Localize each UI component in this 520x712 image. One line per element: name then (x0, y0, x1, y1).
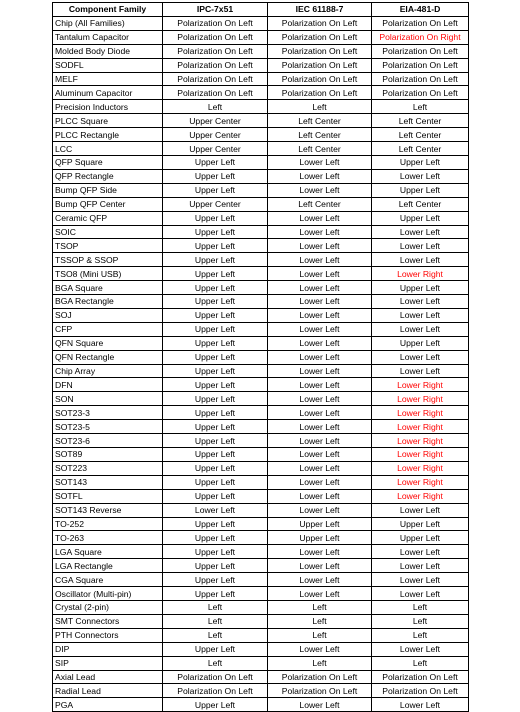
header-eia: EIA-481-D (372, 3, 469, 17)
family-cell: Bump QFP Side (53, 183, 163, 197)
iec-cell: Lower Left (268, 336, 372, 350)
eia-cell: Lower Right (372, 448, 469, 462)
table-row (53, 461, 469, 475)
eia-cell: Lower Left (372, 295, 469, 309)
table-row (53, 573, 469, 587)
table-row (53, 58, 469, 72)
eia-cell: Left (372, 600, 469, 614)
iec-cell: Left (268, 100, 372, 114)
family-cell: QFP Rectangle (53, 169, 163, 183)
table-row (53, 128, 469, 142)
table-row (53, 531, 469, 545)
table-row (53, 364, 469, 378)
family-cell: Radial Lead (53, 684, 163, 698)
iec-cell: Lower Left (268, 295, 372, 309)
table-row (53, 684, 469, 698)
table-row (53, 489, 469, 503)
eia-cell: Lower Left (372, 308, 469, 322)
iec-cell: Lower Left (268, 281, 372, 295)
ipc-cell: Polarization On Left (163, 58, 268, 72)
iec-cell: Lower Left (268, 211, 372, 225)
table-row (53, 183, 469, 197)
table-row (53, 517, 469, 531)
table-row (53, 406, 469, 420)
iec-cell: Left Center (268, 142, 372, 156)
iec-cell: Polarization On Left (268, 684, 372, 698)
ipc-cell: Upper Left (163, 239, 268, 253)
table-row (53, 239, 469, 253)
ipc-cell: Left (163, 100, 268, 114)
table-row (53, 642, 469, 656)
eia-cell: Lower Left (372, 169, 469, 183)
family-cell: Precision Inductors (53, 100, 163, 114)
ipc-cell: Upper Center (163, 197, 268, 211)
eia-cell: Lower Left (372, 350, 469, 364)
eia-cell: Lower Right (372, 267, 469, 281)
table-row (53, 420, 469, 434)
family-cell: SOJ (53, 308, 163, 322)
iec-cell: Left Center (268, 197, 372, 211)
eia-cell: Lower Right (372, 420, 469, 434)
table-row (53, 86, 469, 100)
iec-cell: Lower Left (268, 225, 372, 239)
iec-cell: Left (268, 614, 372, 628)
table-row (53, 503, 469, 517)
ipc-cell: Upper Left (163, 225, 268, 239)
eia-cell: Upper Left (372, 531, 469, 545)
ipc-cell: Upper Left (163, 461, 268, 475)
iec-cell: Lower Left (268, 587, 372, 601)
iec-cell: Lower Left (268, 350, 372, 364)
header-ipc: IPC-7x51 (163, 3, 268, 17)
iec-cell: Polarization On Left (268, 86, 372, 100)
table-row (53, 392, 469, 406)
family-cell: BGA Square (53, 281, 163, 295)
iec-cell: Lower Left (268, 322, 372, 336)
iec-cell: Lower Left (268, 239, 372, 253)
ipc-cell: Upper Left (163, 169, 268, 183)
ipc-cell: Upper Left (163, 587, 268, 601)
family-cell: SODFL (53, 58, 163, 72)
iec-cell: Lower Left (268, 364, 372, 378)
table-row (53, 114, 469, 128)
ipc-cell: Upper Left (163, 698, 268, 712)
ipc-cell: Left (163, 600, 268, 614)
iec-cell: Lower Left (268, 434, 372, 448)
eia-cell: Lower Left (372, 545, 469, 559)
iec-cell: Lower Left (268, 155, 372, 169)
ipc-cell: Upper Left (163, 573, 268, 587)
iec-cell: Lower Left (268, 406, 372, 420)
iec-cell: Lower Left (268, 642, 372, 656)
eia-cell: Lower Left (372, 239, 469, 253)
family-cell: LCC (53, 142, 163, 156)
table-row (53, 211, 469, 225)
family-cell: SON (53, 392, 163, 406)
ipc-cell: Upper Left (163, 295, 268, 309)
iec-cell: Lower Left (268, 448, 372, 462)
family-cell: SOT23-3 (53, 406, 163, 420)
family-cell: QFP Square (53, 155, 163, 169)
family-cell: TSOP (53, 239, 163, 253)
header-component-family: Component Family (53, 3, 163, 17)
table-body (53, 16, 469, 711)
eia-cell: Lower Right (372, 434, 469, 448)
eia-cell: Upper Left (372, 336, 469, 350)
family-cell: Tantalum Capacitor (53, 30, 163, 44)
eia-cell: Left (372, 100, 469, 114)
ipc-cell: Polarization On Left (163, 670, 268, 684)
table-row (53, 670, 469, 684)
eia-cell: Left Center (372, 114, 469, 128)
eia-cell: Polarization On Left (372, 72, 469, 86)
eia-cell: Lower Right (372, 378, 469, 392)
iec-cell: Left Center (268, 128, 372, 142)
table-row (53, 656, 469, 670)
ipc-cell: Lower Left (163, 503, 268, 517)
eia-cell: Polarization On Right (372, 30, 469, 44)
table-row (53, 475, 469, 489)
eia-cell: Lower Left (372, 587, 469, 601)
polarization-table (52, 2, 469, 712)
iec-cell: Lower Left (268, 183, 372, 197)
eia-cell: Polarization On Left (372, 670, 469, 684)
table-row (53, 600, 469, 614)
table-row (53, 559, 469, 573)
eia-cell: Lower Left (372, 503, 469, 517)
eia-cell: Left Center (372, 197, 469, 211)
family-cell: Chip (All Families) (53, 16, 163, 30)
ipc-cell: Left (163, 614, 268, 628)
ipc-cell: Upper Left (163, 308, 268, 322)
ipc-cell: Upper Left (163, 420, 268, 434)
table-header (53, 3, 469, 17)
eia-cell: Lower Right (372, 392, 469, 406)
ipc-cell: Polarization On Left (163, 16, 268, 30)
eia-cell: Left (372, 656, 469, 670)
table-row (53, 100, 469, 114)
table-row (53, 253, 469, 267)
table-row (53, 30, 469, 44)
iec-cell: Upper Left (268, 517, 372, 531)
eia-cell: Lower Left (372, 559, 469, 573)
ipc-cell: Upper Left (163, 448, 268, 462)
iec-cell: Polarization On Left (268, 44, 372, 58)
header-row (53, 3, 469, 17)
ipc-cell: Polarization On Left (163, 684, 268, 698)
family-cell: CFP (53, 322, 163, 336)
iec-cell: Polarization On Left (268, 30, 372, 44)
eia-cell: Lower Left (372, 364, 469, 378)
iec-cell: Left Center (268, 114, 372, 128)
family-cell: SOT23-6 (53, 434, 163, 448)
iec-cell: Lower Left (268, 573, 372, 587)
header-iec: IEC 61188-7 (268, 3, 372, 17)
family-cell: TSSOP & SSOP (53, 253, 163, 267)
iec-cell: Lower Left (268, 378, 372, 392)
family-cell: QFN Square (53, 336, 163, 350)
iec-cell: Lower Left (268, 308, 372, 322)
family-cell: SOIC (53, 225, 163, 239)
iec-cell: Lower Left (268, 253, 372, 267)
table-row (53, 44, 469, 58)
table-row (53, 197, 469, 211)
ipc-cell: Polarization On Left (163, 30, 268, 44)
table-row (53, 378, 469, 392)
family-cell: TO-263 (53, 531, 163, 545)
eia-cell: Left (372, 628, 469, 642)
iec-cell: Lower Left (268, 420, 372, 434)
family-cell: DFN (53, 378, 163, 392)
table-row (53, 628, 469, 642)
iec-cell: Lower Left (268, 545, 372, 559)
eia-cell: Polarization On Left (372, 684, 469, 698)
table-row (53, 142, 469, 156)
eia-cell: Polarization On Left (372, 44, 469, 58)
ipc-cell: Upper Left (163, 364, 268, 378)
eia-cell: Lower Left (372, 322, 469, 336)
family-cell: SOT223 (53, 461, 163, 475)
family-cell: LGA Square (53, 545, 163, 559)
ipc-cell: Upper Center (163, 114, 268, 128)
ipc-cell: Upper Left (163, 517, 268, 531)
family-cell: MELF (53, 72, 163, 86)
table-row (53, 72, 469, 86)
iec-cell: Lower Left (268, 503, 372, 517)
iec-cell: Lower Left (268, 267, 372, 281)
family-cell: SMT Connectors (53, 614, 163, 628)
eia-cell: Left (372, 614, 469, 628)
table-row (53, 545, 469, 559)
eia-cell: Lower Right (372, 406, 469, 420)
family-cell: TO-252 (53, 517, 163, 531)
family-cell: Axial Lead (53, 670, 163, 684)
eia-cell: Polarization On Left (372, 86, 469, 100)
ipc-cell: Left (163, 628, 268, 642)
ipc-cell: Upper Left (163, 642, 268, 656)
table-row (53, 308, 469, 322)
eia-cell: Lower Left (372, 642, 469, 656)
eia-cell: Left Center (372, 128, 469, 142)
table-row (53, 350, 469, 364)
eia-cell: Lower Left (372, 253, 469, 267)
table-row (53, 267, 469, 281)
ipc-cell: Upper Left (163, 350, 268, 364)
ipc-cell: Upper Left (163, 434, 268, 448)
eia-cell: Lower Left (372, 225, 469, 239)
family-cell: Chip Array (53, 364, 163, 378)
iec-cell: Polarization On Left (268, 72, 372, 86)
iec-cell: Polarization On Left (268, 58, 372, 72)
family-cell: SOT143 (53, 475, 163, 489)
ipc-cell: Upper Left (163, 545, 268, 559)
eia-cell: Lower Left (372, 573, 469, 587)
ipc-cell: Upper Left (163, 559, 268, 573)
ipc-cell: Upper Left (163, 378, 268, 392)
family-cell: Aluminum Capacitor (53, 86, 163, 100)
iec-cell: Upper Left (268, 531, 372, 545)
eia-cell: Upper Left (372, 517, 469, 531)
ipc-cell: Upper Left (163, 531, 268, 545)
family-cell: SOT89 (53, 448, 163, 462)
iec-cell: Lower Left (268, 392, 372, 406)
family-cell: SOTFL (53, 489, 163, 503)
table-row (53, 448, 469, 462)
table-row (53, 155, 469, 169)
iec-cell: Lower Left (268, 475, 372, 489)
family-cell: SIP (53, 656, 163, 670)
iec-cell: Polarization On Left (268, 670, 372, 684)
family-cell: SOT23-5 (53, 420, 163, 434)
family-cell: CGA Square (53, 573, 163, 587)
iec-cell: Polarization On Left (268, 16, 372, 30)
iec-cell: Left (268, 628, 372, 642)
ipc-cell: Polarization On Left (163, 86, 268, 100)
iec-cell: Lower Left (268, 559, 372, 573)
ipc-cell: Upper Center (163, 142, 268, 156)
table-row (53, 336, 469, 350)
table-row (53, 281, 469, 295)
table-row (53, 587, 469, 601)
family-cell: BGA Rectangle (53, 295, 163, 309)
eia-cell: Upper Left (372, 281, 469, 295)
family-cell: QFN Rectangle (53, 350, 163, 364)
table-row (53, 322, 469, 336)
family-cell: TSO8 (Mini USB) (53, 267, 163, 281)
table-row (53, 169, 469, 183)
family-cell: SOT143 Reverse (53, 503, 163, 517)
table-row (53, 16, 469, 30)
eia-cell: Lower Right (372, 489, 469, 503)
family-cell: PLCC Square (53, 114, 163, 128)
family-cell: LGA Rectangle (53, 559, 163, 573)
ipc-cell: Upper Left (163, 475, 268, 489)
eia-cell: Polarization On Left (372, 16, 469, 30)
ipc-cell: Left (163, 656, 268, 670)
table-row (53, 698, 469, 712)
ipc-cell: Upper Left (163, 281, 268, 295)
ipc-cell: Polarization On Left (163, 44, 268, 58)
ipc-cell: Upper Left (163, 322, 268, 336)
eia-cell: Polarization On Left (372, 58, 469, 72)
iec-cell: Left (268, 600, 372, 614)
iec-cell: Lower Left (268, 169, 372, 183)
table-row (53, 434, 469, 448)
family-cell: Ceramic QFP (53, 211, 163, 225)
eia-cell: Lower Left (372, 698, 469, 712)
eia-cell: Left Center (372, 142, 469, 156)
iec-cell: Lower Left (268, 489, 372, 503)
ipc-cell: Upper Left (163, 392, 268, 406)
family-cell: Crystal (2-pin) (53, 600, 163, 614)
family-cell: Molded Body Diode (53, 44, 163, 58)
table-row (53, 614, 469, 628)
family-cell: PLCC Rectangle (53, 128, 163, 142)
ipc-cell: Upper Left (163, 336, 268, 350)
iec-cell: Left (268, 656, 372, 670)
family-cell: Oscillator (Multi-pin) (53, 587, 163, 601)
family-cell: PTH Connectors (53, 628, 163, 642)
family-cell: PGA (53, 698, 163, 712)
table-row (53, 225, 469, 239)
table-row (53, 295, 469, 309)
eia-cell: Upper Left (372, 183, 469, 197)
eia-cell: Upper Left (372, 211, 469, 225)
eia-cell: Lower Right (372, 475, 469, 489)
iec-cell: Lower Left (268, 461, 372, 475)
ipc-cell: Upper Left (163, 267, 268, 281)
family-cell: DIP (53, 642, 163, 656)
eia-cell: Upper Left (372, 155, 469, 169)
iec-cell: Lower Left (268, 698, 372, 712)
ipc-cell: Upper Left (163, 406, 268, 420)
ipc-cell: Upper Left (163, 211, 268, 225)
ipc-cell: Upper Left (163, 253, 268, 267)
ipc-cell: Upper Left (163, 155, 268, 169)
ipc-cell: Upper Center (163, 128, 268, 142)
family-cell: Bump QFP Center (53, 197, 163, 211)
eia-cell: Lower Right (372, 461, 469, 475)
ipc-cell: Polarization On Left (163, 72, 268, 86)
ipc-cell: Upper Left (163, 183, 268, 197)
ipc-cell: Upper Left (163, 489, 268, 503)
